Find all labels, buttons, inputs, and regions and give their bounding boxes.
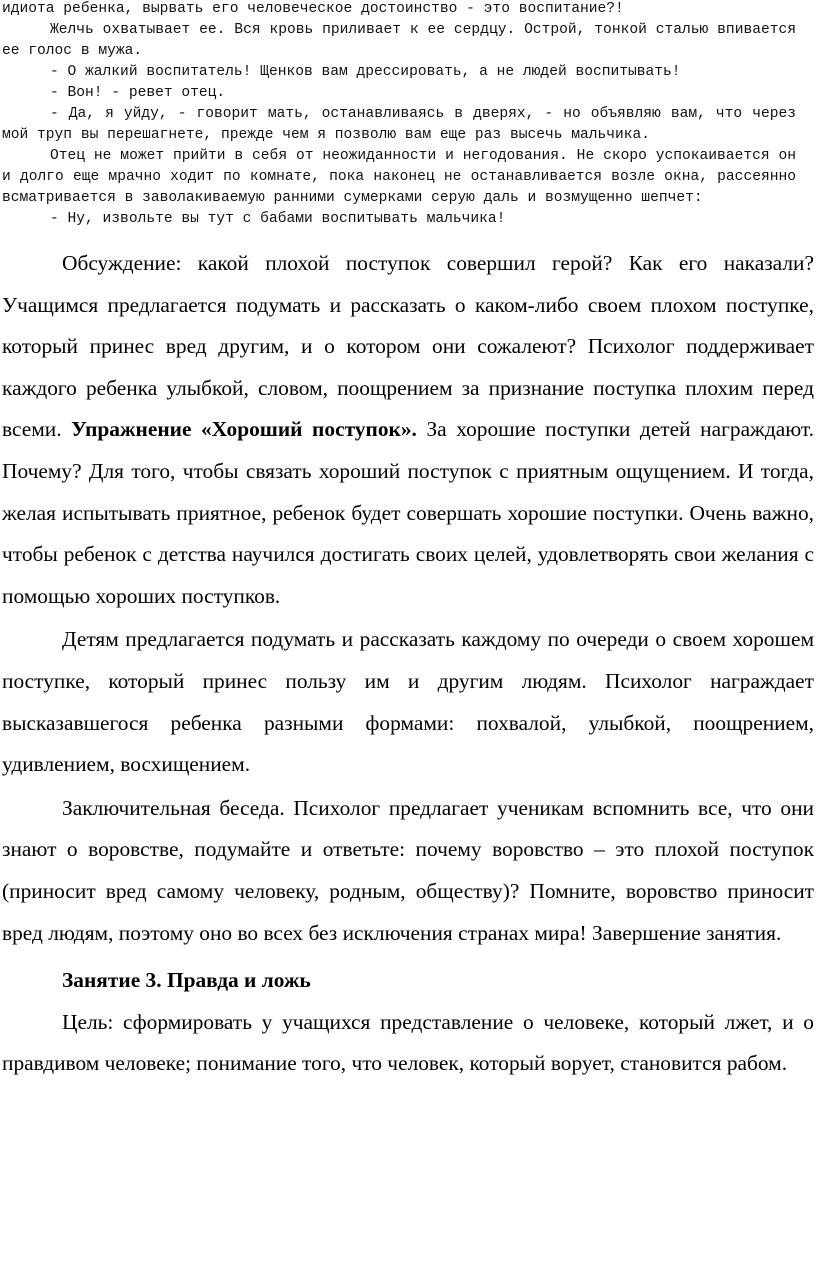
story-paragraph: - Да, я уйду, - говорит мать, останавливаясь в дверях, - но объявляю вам, что через мой труп вы перешагнете, прежде чем я позволю вам еще раз высечь мальчика. xyxy=(2,106,796,143)
lesson-heading: Занятие 3. Правда и ложь xyxy=(62,968,311,993)
story-paragraph: - О жалкий воспитатель! Щенков вам дрессировать, а не людей воспитывать! xyxy=(50,64,681,80)
good-deed-paragraph: Детям предлагается подумать и рассказать каждому по очереди о своем хорошем поступке, который принес пользу им и другим людям. Психолог награждает высказавшегося ребенка разными формами: похвалой, улыбкой, поощрением, удивлением, восхищением. xyxy=(2,627,814,777)
closing-talk-paragraph: Заключительная беседа. Психолог предлагает ученикам вспомнить все, что они знают о воровстве, подумайте и ответьте: почему воровство – это плохой поступок (приносит вред самому человеку, родным, обществу)? Помните, воровство приносит вред людям, поэтому оно во всех без исключения странах мира! Завершение занятия. xyxy=(2,795,814,945)
story-line-continuation: идиота ребенка, вырвать его человеческое достоинство - это воспитание?! xyxy=(2,1,624,17)
discussion-text: Обсуждение: какой плохой поступок совершил герой? Как его наказали? Учащимся предлагается подумать и рассказать о каком-либо своем плохом поступке, который принес вред другим, и о котором они сожалеют? Психолог поддерживает каждого ребенка улыбкой, словом, поощрением за признание поступка плохим перед всеми. xyxy=(2,251,814,442)
goal-paragraph: Цель: сформировать у учащихся представление о человеке, который лжет, и о правдивом человеке; понимание того, что человек, который ворует, становится рабом. xyxy=(2,1009,814,1076)
lesson-text xyxy=(2,243,814,1085)
exercise-text: За хорошие поступки детей награждают. Почему? Для того, чтобы связать хороший поступок с приятным ощущением. И тогда, желая испытывать приятное, ребенок будет совершать хорошие поступки. Очень важно, чтобы ребенок с детства научился достигать своих целей, удовлетворять свои желания с помощью хороших поступков. xyxy=(2,417,815,608)
story-paragraph: - Ну, извольте вы тут с бабами воспитывать мальчика! xyxy=(50,211,506,227)
story-paragraph: Отец не может прийти в себя от неожиданности и негодования. Не скоро успокаивается он и долго еще мрачно ходит по комнате, пока наконец не останавливается возле окна, рассеянно всматривается в заволакиваемую ранними сумерками серую даль и возмущенно шепчет: xyxy=(2,148,796,206)
story-excerpt xyxy=(2,0,796,230)
story-paragraph: Желчь охватывает ее. Вся кровь приливает к ее сердцу. Острой, тонкой сталью впивается ее голос в мужа. xyxy=(2,22,796,59)
exercise-title: Упражнение «Хороший поступок». xyxy=(71,417,417,442)
story-paragraph: - Вон! - ревет отец. xyxy=(50,85,226,101)
discussion-paragraph xyxy=(2,243,814,617)
